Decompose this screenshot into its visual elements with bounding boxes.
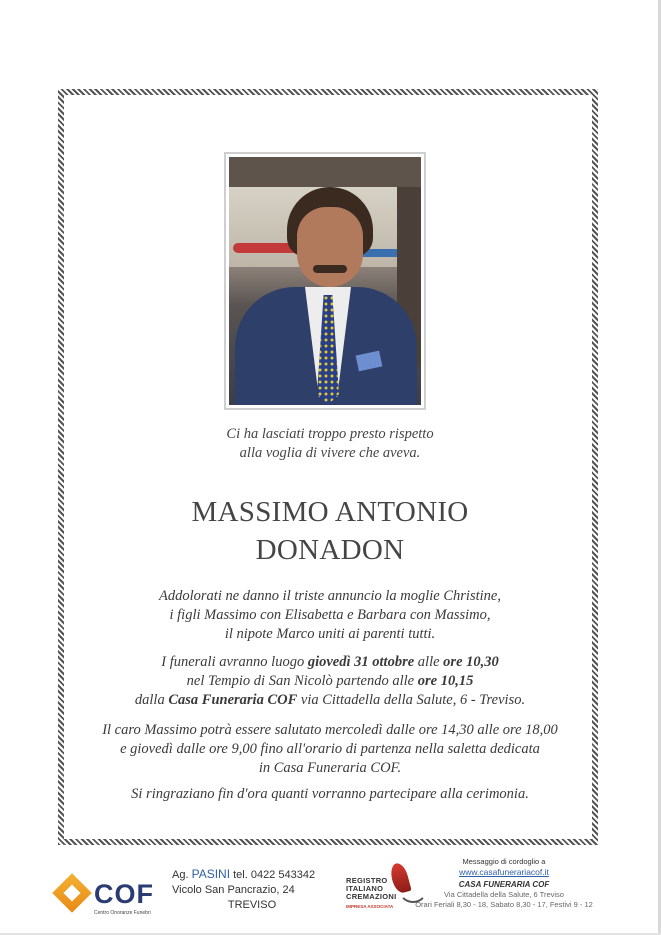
contact-info xyxy=(404,857,604,910)
registro-text xyxy=(346,877,397,901)
announcement-line-2: i figli Massimo con Elisabetta e Barbara con Massimo, xyxy=(169,607,491,623)
photo-face xyxy=(297,207,363,287)
agency-address: Vicolo San Pancrazio, 24 xyxy=(172,884,295,896)
epitaph-line-1: Ci ha lasciati troppo presto rispetto xyxy=(226,426,434,442)
condolence-label: Messaggio di cordoglio a xyxy=(462,857,546,866)
funeral-paragraph xyxy=(70,653,590,710)
company-name: CASA FUNERARIA COF xyxy=(458,880,550,889)
thanks-line: Si ringraziano fin d'ora quanti vorranno partecipare alla cerimonia. xyxy=(131,786,529,802)
name-line-1: MASSIMO ANTONIO xyxy=(191,496,469,528)
agency-header xyxy=(172,867,332,883)
funeral-text: alle xyxy=(414,654,444,670)
photo-moustache xyxy=(313,265,347,273)
visitation-paragraph xyxy=(70,721,590,778)
agency-prefix: Ag. xyxy=(172,869,192,881)
agency-phone: tel. 0422 543342 xyxy=(230,869,316,881)
registro-subtitle: IMPRESA ASSOCIATA xyxy=(346,904,394,909)
epitaph-line-2: alla voglia di vivere che aveva. xyxy=(239,445,421,461)
footer xyxy=(0,855,661,933)
name-line-2: DONADON xyxy=(255,534,405,566)
registro-line-2: ITALIANO xyxy=(346,884,384,893)
funeral-text: dalla xyxy=(134,692,169,708)
cof-logo xyxy=(54,877,164,923)
cof-tagline: Centro Onoranze Funebri xyxy=(94,910,151,916)
funeral-time: ore 10,30 xyxy=(443,654,499,670)
portrait-photo xyxy=(229,157,421,405)
announcement-paragraph xyxy=(70,587,590,644)
funeral-text: I funerali avranno luogo xyxy=(161,654,308,670)
company-address: Via Cittadella della Salute, 6 Treviso xyxy=(444,890,564,899)
registro-line-1: REGISTRO xyxy=(346,876,388,885)
thanks-paragraph xyxy=(70,785,590,804)
departure-time: ore 10,15 xyxy=(417,673,474,689)
funeral-home-name: Casa Funeraria COF xyxy=(168,692,298,708)
cof-wordmark: COF xyxy=(94,879,154,909)
opening-hours: Orari Feriali 8,30 - 18, Sabato 8,30 - 17, Festivi 9 - 12 xyxy=(415,900,593,909)
funeral-line-1 xyxy=(70,653,590,672)
epitaph xyxy=(140,425,520,463)
agency-name: PASINI xyxy=(191,867,231,881)
funeral-address: via Cittadella della Salute, 6 - Treviso. xyxy=(297,692,526,708)
visitation-line-1: Il caro Massimo potrà essere salutato mercoledì dalle ore 14,30 alle ore 18,00 xyxy=(102,722,558,738)
agency-city: TREVISO xyxy=(227,899,277,911)
portrait-frame xyxy=(224,152,426,410)
funeral-line-3 xyxy=(70,691,590,710)
announcement-line-1: Addolorati ne danno il triste annuncio la moglie Christine, xyxy=(159,588,501,604)
funeral-date: giovedì 31 ottobre xyxy=(307,654,415,670)
website-link[interactable]: www.casafunerariacof.it xyxy=(459,867,549,877)
deceased-name xyxy=(100,493,560,569)
visitation-line-2: e giovedì dalle ore 9,00 fino all'orario di partenza nella saletta dedicata xyxy=(120,741,540,757)
funeral-text: nel Tempio di San Nicolò partendo alle xyxy=(186,673,418,689)
agency-info xyxy=(172,867,332,913)
announcement-line-3: il nipote Marco uniti ai parenti tutti. xyxy=(224,626,436,642)
funeral-line-2 xyxy=(70,672,590,691)
photo-ceiling xyxy=(229,157,421,187)
visitation-line-3: in Casa Funeraria COF. xyxy=(258,760,402,776)
registro-line-3: CREMAZIONI xyxy=(346,892,397,901)
